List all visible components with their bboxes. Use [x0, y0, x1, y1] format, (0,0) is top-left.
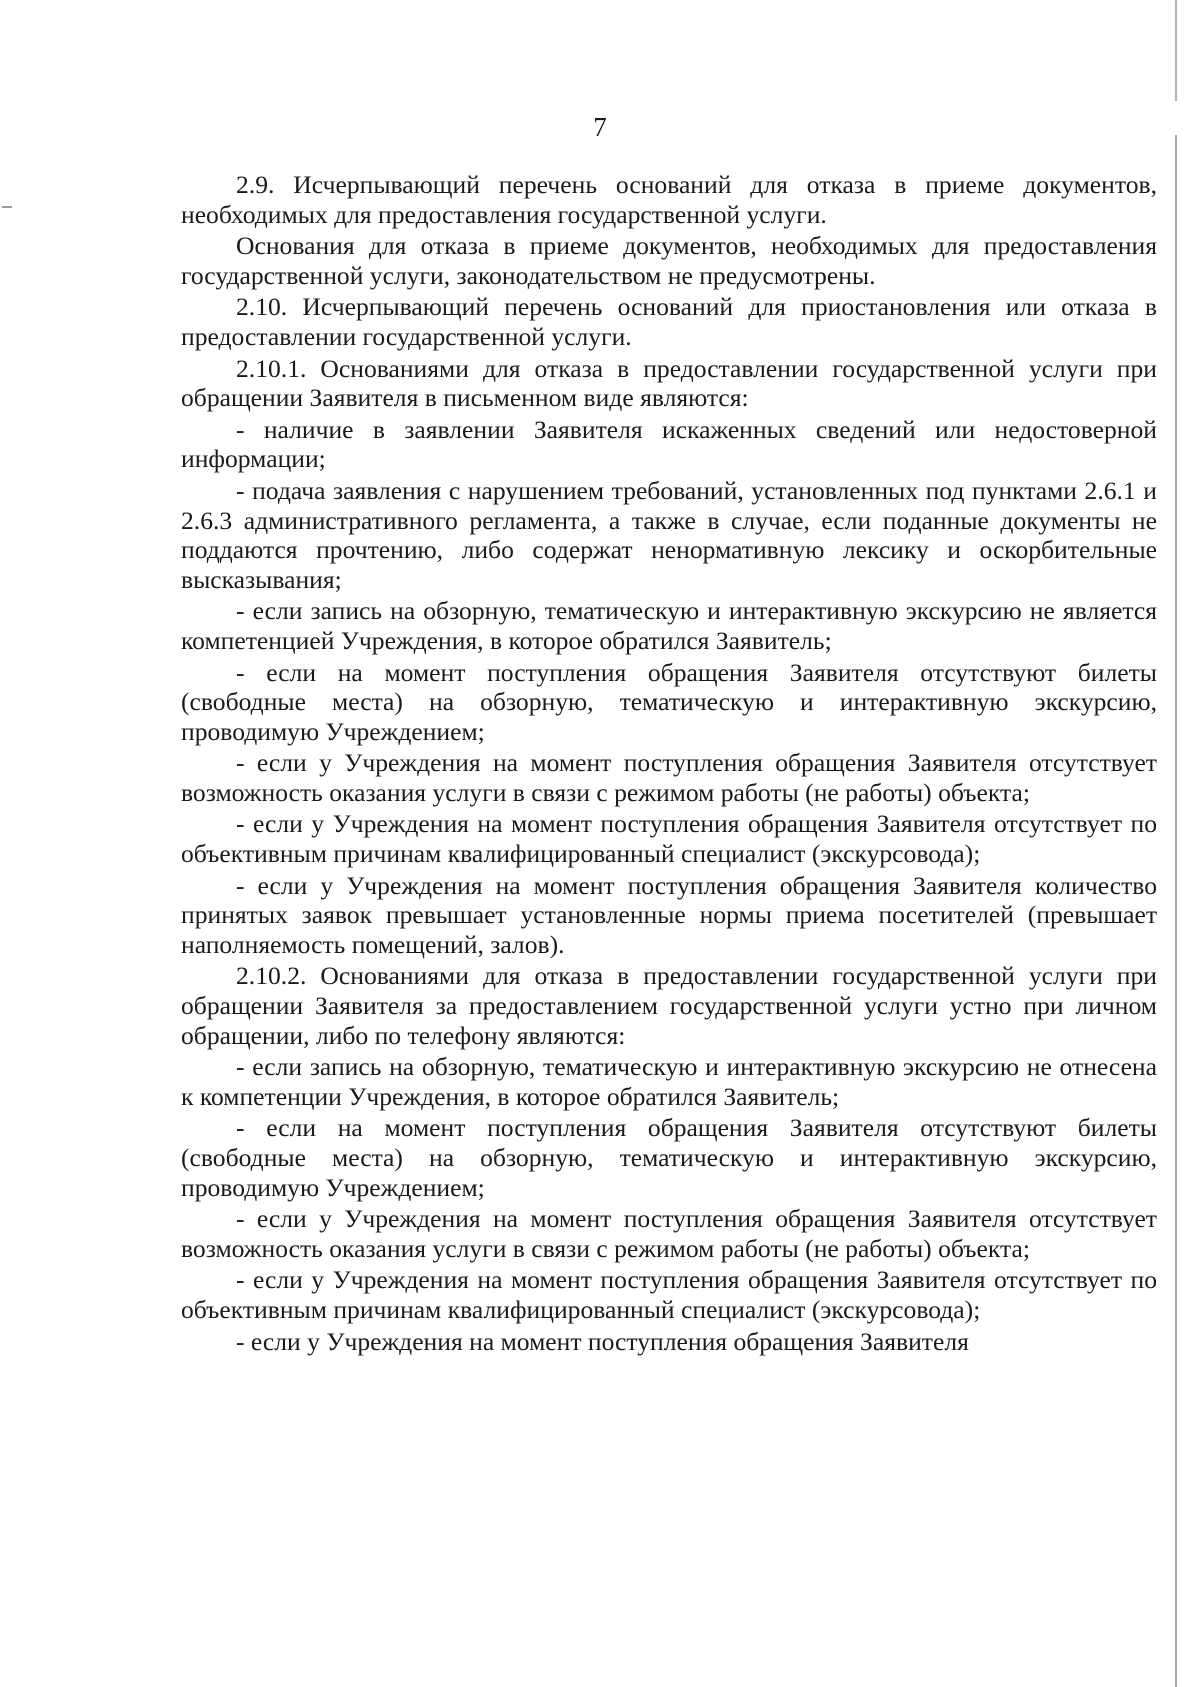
paragraph-2-10-2: 2.10.2. Основаниями для отказа в предоставлении государственной услуги при обращении Заявителя за предоставлением государственной услуги устно при личном обращении, либо по телефону являются: [181, 961, 1157, 1050]
paragraph-2-10-1: 2.10.1. Основаниями для отказа в предоставлении государственной услуги при обращении Заявителя в письменном виде являются: [181, 353, 1157, 413]
scan-mark [2, 206, 12, 208]
paragraph-2-9: 2.9. Исчерпывающий перечень оснований для отказа в приеме документов, необходимых для предоставления государственной услуги. [181, 170, 1157, 229]
list-item: - если у Учреждения на момент поступления обращения Заявителя [236, 1326, 969, 1356]
page-number: 7 [593, 112, 607, 142]
list-item: - если у Учреждения на момент поступления обращения Заявителя отсутствует по объективным причинам квалифицированный специалист (экскурсовода); [181, 809, 1157, 869]
paragraph-2-10: 2.10. Исчерпывающий перечень оснований для приостановления или отказа в предоставлении государственной услуги. [181, 292, 1157, 351]
list-item: - если у Учреждения на момент поступления обращения Заявителя отсутствует возможность оказания услуги в связи с режимом работы (не работы) объекта; [181, 748, 1157, 807]
list-item: - если запись на обзорную, тематическую и интерактивную экскурсию не отнесена к компетенции Учреждения, в которое обратился Заявитель; [181, 1052, 1157, 1111]
scan-edge-line [1175, 0, 1177, 1687]
list-item: - если на момент поступления обращения Заявителя отсутствуют билеты (свободные места) на обзорную, тематическую и интерактивную экскурсию, проводимую Учреждением; [181, 657, 1157, 746]
list-item: - если на момент поступления обращения Заявителя отсутствуют билеты (свободные места) на обзорную, тематическую и интерактивную экскурсию, проводимую Учреждением; [181, 1113, 1157, 1202]
list-item: - если запись на обзорную, тематическую и интерактивную экскурсию не является компетенцией Учреждения, в которое обратился Заявитель; [181, 596, 1157, 655]
list-item: - подача заявления с нарушением требований, установленных под пунктами 2.6.1 и 2.6.3 административного регламента, а также в случае, если поданные документы не поддаются прочтению, либо содержат ненормативную лексику и оскорбительные высказывания; [181, 475, 1157, 594]
paragraph-grounds-none: Основания для отказа в приеме документов, необходимых для предоставления государственной услуги, законодательством не предусмотрены. [181, 231, 1157, 290]
list-item: - если у Учреждения на момент поступления обращения Заявителя количество принятых заявок превышает установленные нормы приема посетителей (превышает наполняемость помещений, залов). [181, 870, 1157, 959]
list-item: - если у Учреждения на момент поступления обращения Заявителя отсутствует по объективным причинам квалифицированный специалист (экскурсовода); [181, 1265, 1157, 1324]
document-body [181, 170, 1157, 1358]
list-item: - если у Учреждения на момент поступления обращения Заявителя отсутствует возможность оказания услуги в связи с режимом работы (не работы) объекта; [181, 1204, 1157, 1263]
list-item: - наличие в заявлении Заявителя искаженных сведений или недостоверной информации; [181, 414, 1157, 474]
